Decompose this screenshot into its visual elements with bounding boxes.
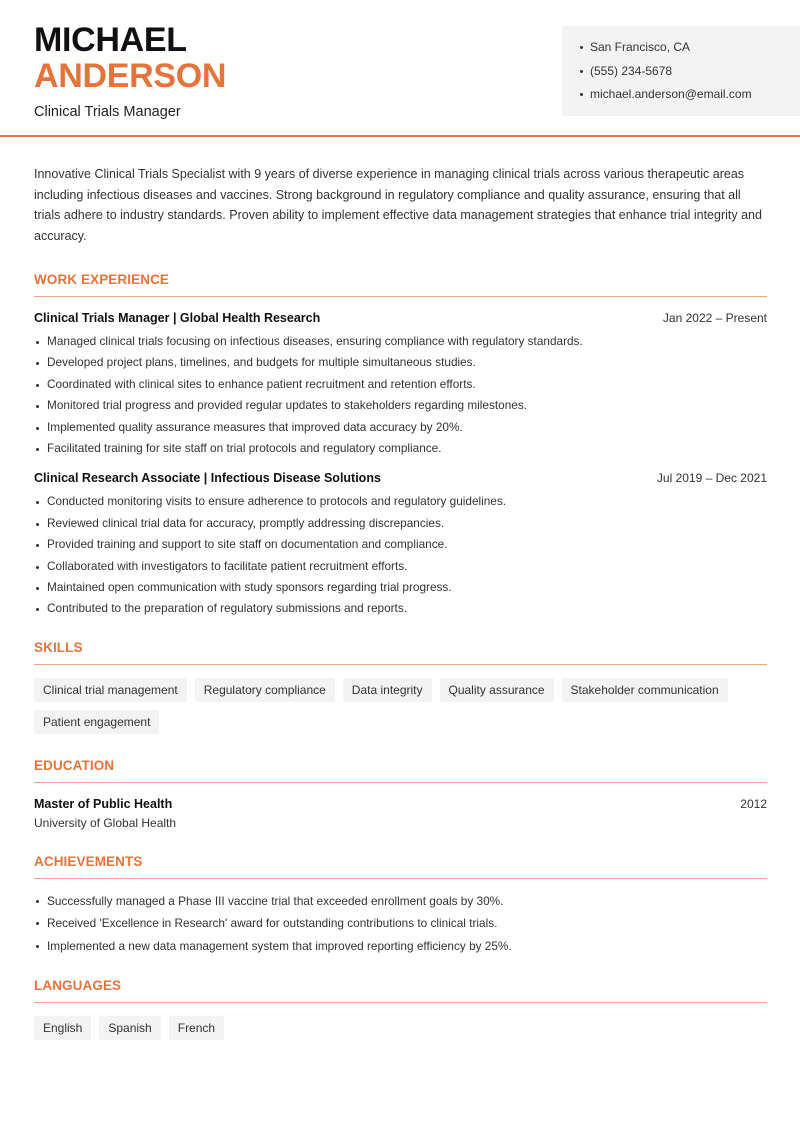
last-name: ANDERSON bbox=[34, 57, 227, 95]
skill-tag: Regulatory compliance bbox=[195, 678, 335, 702]
job-bullet: Contributed to the preparation of regulatory submissions and reports. bbox=[34, 598, 767, 619]
skill-tag: Data integrity bbox=[343, 678, 432, 702]
job-bullets bbox=[34, 491, 767, 619]
job-header bbox=[34, 471, 767, 485]
achievement-item: Implemented a new data management system that improved reporting efficiency by 25%. bbox=[34, 935, 767, 957]
section-title-work-experience: WORK EXPERIENCE bbox=[34, 272, 767, 297]
job-bullet: Monitored trial progress and provided regular updates to stakeholders regarding milestones. bbox=[34, 395, 767, 416]
job-role: Clinical Research Associate | Infectious Disease Solutions bbox=[34, 471, 381, 486]
education-section bbox=[34, 758, 767, 830]
job-bullet: Reviewed clinical trial data for accuracy, promptly addressing discrepancies. bbox=[34, 513, 767, 534]
job-dates: Jan 2022 – Present bbox=[662, 311, 767, 325]
achievement-item: Received 'Excellence in Research' award for outstanding contributions to clinical trials. bbox=[34, 912, 767, 934]
section-title-languages: LANGUAGES bbox=[34, 978, 767, 1003]
skills-tags bbox=[34, 678, 767, 734]
skills-section bbox=[34, 640, 767, 734]
contact-phone[interactable]: (555) 234-5678 bbox=[580, 63, 800, 87]
section-title-achievements: ACHIEVEMENTS bbox=[34, 854, 767, 879]
name-block bbox=[34, 22, 226, 120]
section-title-skills: SKILLS bbox=[34, 640, 767, 665]
first-name: MICHAEL bbox=[34, 21, 187, 59]
education-degree: Master of Public Health bbox=[34, 796, 173, 811]
language-tag: French bbox=[169, 1016, 224, 1040]
contact-email[interactable]: michael.anderson@email.com bbox=[580, 86, 800, 110]
achievements-list bbox=[34, 890, 767, 957]
languages-section bbox=[34, 978, 767, 1040]
job-header bbox=[34, 311, 767, 325]
resume-header bbox=[0, 0, 800, 137]
contact-list bbox=[580, 39, 800, 110]
education-school: University of Global Health bbox=[34, 815, 177, 830]
job-bullets bbox=[34, 331, 767, 459]
education-header bbox=[34, 797, 767, 811]
job-role: Clinical Trials Manager | Global Health Research bbox=[34, 311, 321, 325]
skill-tag: Quality assurance bbox=[440, 678, 554, 702]
job-entry bbox=[34, 471, 767, 619]
education-entry bbox=[34, 797, 767, 830]
job-bullet: Facilitated training for site staff on trial protocols and regulatory compliance. bbox=[34, 438, 767, 459]
job-bullet: Implemented quality assurance measures that improved data accuracy by 20%. bbox=[34, 417, 767, 438]
summary: Innovative Clinical Trials Specialist with 9 years of diverse experience in managing clinical trials across various therapeutic areas including infectious diseases and vaccines. Strong background in regulatory compliance and quality assurance, ensuring that all trials adhere to industry standards. Proven ability to implement effective data management strategies that enhance trial integrity and accuracy. bbox=[34, 167, 762, 243]
skill-tag: Patient engagement bbox=[34, 710, 159, 734]
skill-tag: Clinical trial management bbox=[34, 678, 187, 702]
achievements-section bbox=[34, 854, 767, 957]
achievement-item: Successfully managed a Phase III vaccine trial that exceeded enrollment goals by 30%. bbox=[34, 890, 767, 912]
language-tag: English bbox=[34, 1016, 91, 1040]
resume-content bbox=[34, 164, 767, 1040]
education-year: 2012 bbox=[740, 796, 767, 811]
job-bullet: Conducted monitoring visits to ensure adherence to protocols and regulatory guidelines. bbox=[34, 491, 767, 512]
job-bullet: Maintained open communication with study sponsors regarding trial progress. bbox=[34, 577, 767, 598]
job-bullet: Managed clinical trials focusing on infectious diseases, ensuring compliance with regulatory standards. bbox=[34, 331, 767, 352]
job-bullet: Developed project plans, timelines, and budgets for multiple simultaneous studies. bbox=[34, 352, 767, 373]
job-bullet: Provided training and support to site staff on documentation and compliance. bbox=[34, 534, 767, 555]
job-bullet: Coordinated with clinical sites to enhance patient recruitment and retention efforts. bbox=[34, 374, 767, 395]
skill-tag: Stakeholder communication bbox=[562, 678, 728, 702]
job-entry bbox=[34, 311, 767, 459]
contact-location: San Francisco, CA bbox=[580, 39, 800, 63]
section-title-education: EDUCATION bbox=[34, 758, 767, 783]
work-experience-section bbox=[34, 272, 767, 620]
language-tag: Spanish bbox=[99, 1016, 160, 1040]
contact-box bbox=[562, 26, 800, 116]
job-dates: Jul 2019 – Dec 2021 bbox=[656, 471, 767, 486]
language-tags bbox=[34, 1016, 767, 1040]
job-bullet: Collaborated with investigators to facilitate patient recruitment efforts. bbox=[34, 556, 767, 577]
job-title: Clinical Trials Manager bbox=[34, 104, 181, 120]
